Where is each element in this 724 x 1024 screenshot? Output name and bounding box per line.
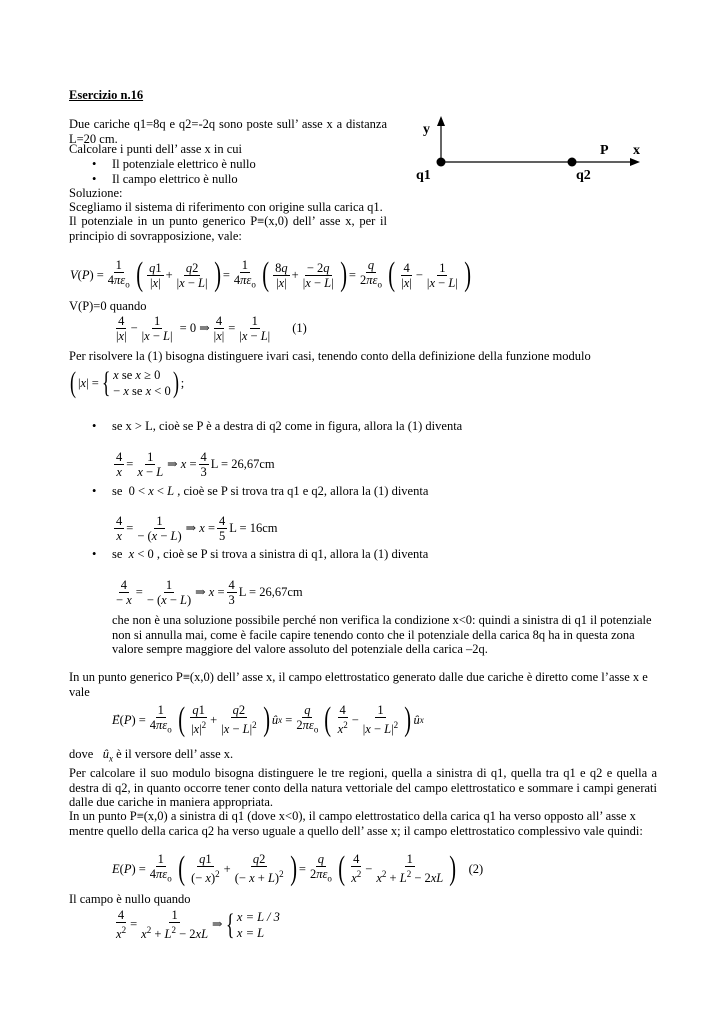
question-line: Calcolare i punti dell’ asse x in cui bbox=[69, 142, 242, 156]
charge-q1 bbox=[437, 158, 446, 167]
versor-definition: dove $û_x$ è il versore dell’ asse x. bbox=[69, 747, 234, 764]
case-3-equation: $\frac{4}{- x}$ = $\frac{1}{- (x - L)}$ ⇒ x = $\frac{4}{3}$ L = 26,67cm bbox=[116, 578, 303, 607]
equation-2: E ( P ) = $\frac{1}{4\pi\varepsilon_o}$ ( $\frac{q1}{(- x)^2}$ + $\frac{q2}{(- x + L)^2}$ ) = $\frac{q}{2\pi\varepsilon_o}$ ( $\frac{4}{x^2}$ − $\frac{1}{x^2 + L^2 - 2xL}$ ) (2) bbox=[112, 850, 484, 887]
problem-statement: Due cariche q1=8q e q2=-2q sono poste sull’ asse x a distanza L=20 cm. bbox=[69, 117, 387, 146]
potential-equation: V ( P ) = $\frac{1}{4\pi\varepsilon_o}$ ( $\frac{q1}{|x|}$ + $\frac{q2}{|x - L|}$ ) = $\frac{1}{4\pi\varepsilon_o}$ ( $\frac{8q}{|x|}$ + $\frac{- 2q}{|x - L|}$ ) = $\frac{q}{2\pi\varepsilon_o}$ ( $\frac{4}{|x|}$ − $\frac{1}{|x - L|}$ ) bbox=[70, 256, 471, 293]
point-p-label: P bbox=[600, 143, 609, 158]
reference-system-text: Scegliamo il sistema di riferimento con origine sulla carica q1. bbox=[69, 200, 383, 214]
case-1-equation: $\frac{4}{x}$ = $\frac{1}{x - L}$ ⇒ x = $\frac{4}{3}$ L = 26,67cm bbox=[116, 450, 275, 479]
document-page: Esercizio n.16 Due cariche q1=8q e q2=-2q sono poste sull’ asse x a distanza L=20 cm. Calcolare i punti dell’ asse x in cui • Il potenziale elettrico è nullo • Il campo elettrico è nullo Soluzione: Scegliamo il sistema di riferimento con origine sulla carica q1. Il potenziale in un punto generico P≡(x,0) dell’ asse x, per il principio di sovrapposizione, vale: y x P q1 q2 V ( P ) = $\frac{1}{4\pi\varepsilon_o}$ ( $\frac{q1}{|x|}$ + $\frac{q2}{|x - L|}$ ) = $\frac{1}{4\pi\varepsilon_o}$ ( $\frac{8q}{|x|}$ + $\frac{- 2q}{|x - L|}$ ) = $\frac{q}{2\pi\varepsilon_o}$ ( $\frac{4}{|x|}$ − $\frac{1}{|x - L|}$ ) V(P)=0 quando $\frac{4}{|x|}$ − $\frac{1}{|x - L|}$ = 0 ⇒ $\frac{4}{|x|}$ = $\frac{1}{|x - L|}$ (1) Per risolvere la (1) bisogna distinguere ivari casi, tenendo conto della definizione della funzione modulo ( | x | = { x se x ≥ 0 − x se x < 0 ) ; • se x > L, cioè se P è a destra di q2 come in figura, allora la (1) diventa $\frac{4}{x}$ = $\frac{1}{x - L}$ ⇒ x = $\frac{4}{3}$ L = 26,67cm • se 0 < x < L , cioè se P si trova tra q1 e q2, allora la (1) diventa $\frac{4}{x}$ = $\frac{1}{- (x - L)}$ ⇒ x = $\frac{4}{5}$ L = 16cm • se x < 0 , cioè se P si trova a sinistra di q1, allora la (1) diventa $\frac{4}{- x}$ = $\frac{1}{- (x - L)}$ ⇒ x = $\frac{4}{3}$ L = 26,67cm che non è una soluzione possibile perché non verifica la condizione x<0: quindi a sinistra di q1 il potenziale non si annulla mai, come è facile capire tenendo conto che il potenziale della carica 8q ha in questa zona valore sempre maggiore del valore assoluto del potenziale della carica –2q. In un punto generico P≡(x,0) dell’ asse x, il campo elettrostatico generato dalle due cariche è diretto come l’asse x e vale E ⃗( P ) = $\frac{1}{4\pi\varepsilon_o}$ ( $\frac{q1}{|x|^2}$ + $\frac{q2}{|x - L|^2}$ ) û x = $\frac{q}{2\pi\varepsilon_o}$ ( $\frac{4}{x^2}$ − $\frac{1}{|x - L|^2}$ ) û x dove $û_x$ è il versore dell’ asse x. Per calcolare il suo modulo bisogna distinguere le tre regioni, quella a sinistra di q1, quella tra q1 e q2 e quella a destra di q2, in quanto occorre tener conto della natura vettoriale del campo elettrostatico e sommare i campi generati dalle due cariche in maniera appropriata. In un punto P≡(x,0) a sinistra di q1 (dove x<0), il campo elettrostatico della carica q1 ha verso opposto all’ asse x mentre quello della carica q2 ha verso uguale a quello dell’ asse x; il campo elettrostatico complessivo vale quindi: E ( P ) = $\frac{1}{4\pi\varepsilon_o}$ ( $\frac{q1}{(- x)^2}$ + $\frac{q2}{(- x + L)^2}$ ) = $\frac{q}{2\pi\varepsilon_o}$ ( $\frac{4}{x^2}$ − $\frac{1}{x^2 + L^2 - 2xL}$ ) (2) Il campo è nullo quando $\frac{4}{x^2}$ = $\frac{1}{x^2 + L^2 - 2xL}$ ⇒ { x = L / 3 x = L bbox=[0, 0, 724, 1024]
case-1-result: L = 26,67cm bbox=[210, 457, 275, 472]
case-1-text: se x > L, cioè se P è a destra di q2 come in figura, allora la (1) diventa bbox=[112, 419, 463, 433]
field-vector-equation: E ⃗( P ) = $\frac{1}{4\pi\varepsilon_o}$ ( $\frac{q1}{|x|^2}$ + $\frac{q2}{|x - L|^2}$ ) û x = $\frac{q}{2\pi\varepsilon_o}$ ( $\frac{4}{x^2}$ − $\frac{1}{|x - L|^2}$ ) û x bbox=[112, 701, 424, 738]
equation-2-number: (2) bbox=[468, 861, 484, 876]
case-2-result: L = 16cm bbox=[229, 521, 278, 536]
potential-intro-text: Il potenziale in un punto generico P≡(x,0) dell’ asse x, per il principio di sovrapposizione, vale: bbox=[69, 214, 387, 243]
y-axis-label: y bbox=[423, 122, 430, 137]
case-3-result: L = 26,67cm bbox=[238, 585, 303, 600]
v-zero-condition: V(P)=0 quando bbox=[69, 299, 147, 313]
modulus-text: Per calcolare il suo modulo bisogna distinguere le tre regioni, quella a sinistra di q1, quella tra q1 e q2 e quella a destra di q2, in quanto occorre tener conto della natura vettoriale del campo elettrostatico e sommare i campi generati dalle due cariche in maniera appropriata. bbox=[69, 766, 657, 809]
case-3-text: , cioè se P si trova a sinistra di q1, allora la (1) diventa bbox=[156, 547, 429, 561]
modulus-definition: ( | x | = { x se x ≥ 0 − x se x < 0 ) ; bbox=[70, 366, 185, 399]
exercise-title: Esercizio n.16 bbox=[69, 88, 144, 102]
case-3-note: che non è una soluzione possibile perché non verifica la condizione x<0: quindi a sinistra di q1 il potenziale non si annulla mai, come è facile capire tenendo conto che il potenziale della carica 8q ha in questa zona valore sempre maggiore del valore assoluto del potenziale della carica –2q. bbox=[112, 613, 652, 656]
case-2-text: , cioè se P si trova tra q1 e q2, allora la (1) diventa bbox=[177, 484, 429, 498]
charges-figure bbox=[410, 112, 660, 192]
solution-1: x = L / 3 bbox=[236, 909, 280, 924]
left-region-text: In un punto P≡(x,0) a sinistra di q1 (dove x<0), il campo elettrostatico della carica q1 ha verso opposto all’ asse x mentre quello della carica q2 ha verso uguale a quello dell’ asse x; il campo elettrostatico complessivo vale quindi: bbox=[69, 809, 643, 838]
q1-label: q1 bbox=[416, 168, 431, 183]
field-intro-text: In un punto generico P≡(x,0) dell’ asse x, il campo elettrostatico generato dalle due cariche è diretto come l’asse x e vale bbox=[69, 670, 648, 699]
q2-label: q2 bbox=[576, 168, 591, 183]
null-field-condition: Il campo è nullo quando bbox=[69, 892, 191, 906]
solution-2: x = L bbox=[236, 925, 265, 940]
equation-1: $\frac{4}{|x|}$ − $\frac{1}{|x - L|}$ = 0 ⇒ $\frac{4}{|x|}$ = $\frac{1}{|x - L|}$ (1) bbox=[116, 314, 307, 343]
cases-text: Per risolvere la (1) bisogna distinguere ivari casi, tenendo conto della definizione della funzione modulo bbox=[69, 349, 591, 363]
x-axis-label: x bbox=[633, 143, 640, 158]
null-field-equation: $\frac{4}{x^2}$ = $\frac{1}{x^2 + L^2 - 2xL}$ ⇒ { x = L / 3 x = L bbox=[116, 907, 280, 942]
case-2-equation: $\frac{4}{x}$ = $\frac{1}{- (x - L)}$ ⇒ x = $\frac{4}{5}$ L = 16cm bbox=[116, 514, 278, 543]
solution-label: Soluzione: bbox=[69, 186, 123, 200]
charge-q2 bbox=[568, 158, 577, 167]
equation-1-number: (1) bbox=[292, 321, 307, 336]
